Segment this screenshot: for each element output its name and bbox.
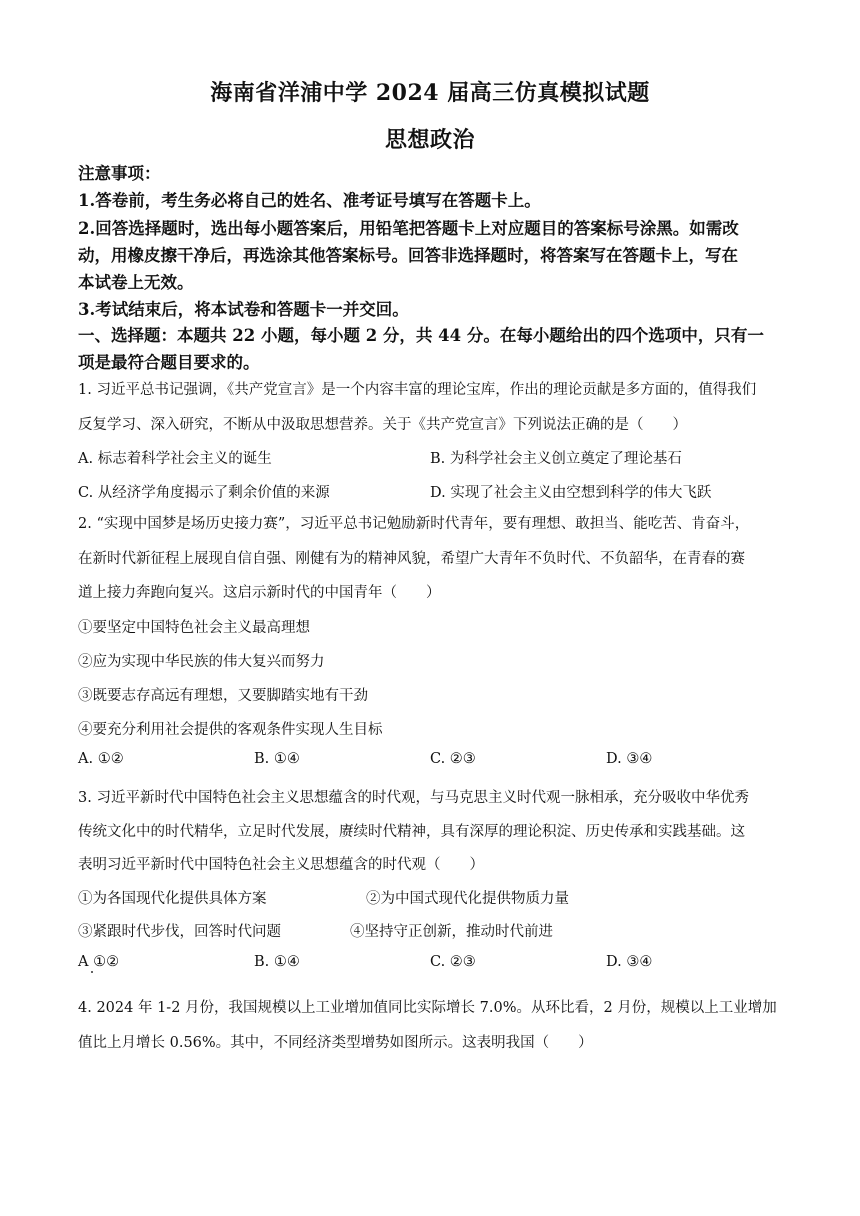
question-1-option-b: B. 为科学社会主义创立奠定了理论基石: [430, 451, 682, 467]
question-2-option-a: A. ①②: [78, 751, 124, 767]
question-2-line-3: 道上接力奔跑向复兴。这启示新时代的中国青年（ ）: [78, 585, 441, 601]
question-3-option-c: C. ②③: [430, 954, 476, 970]
question-3-line-2: 传统文化中的时代精华，立足时代发展，赓续时代精神，具有深厚的理论积淀、历史传承和实践基础。这: [78, 824, 745, 840]
notice-item-2-line-2: 动，用橡皮擦干净后，再选涂其他答案标号。回答非选择题时，将答案写在答题卡上，写在: [78, 246, 738, 265]
question-1-line-2: 反复学习、深入研究，不断从中汲取思想营养。关于《共产党宣言》下列说法正确的是（ ）: [78, 417, 687, 433]
question-4-line-2: 值比上月增长 0.56%。其中，不同经济类型增势如图所示。这表明我国（ ）: [78, 1035, 593, 1051]
question-2-statement-2: ②应为实现中华民族的伟大复兴而努力: [78, 654, 325, 670]
stray-dot: [91, 971, 93, 973]
question-3-option-a: A ①②: [78, 954, 120, 970]
question-1-line-1: 1. 习近平总书记强调，《共产党宣言》是一个内容丰富的理论宝库，作出的理论贡献是多方面的，值得我们: [78, 382, 757, 398]
question-2-line-1: 2. “实现中国梦是场历史接力赛”，习近平总书记勉励新时代青年，要有理想、敢担当、能吃苦、肯奋斗，: [78, 516, 750, 532]
question-3-statement-1: ①为各国现代化提供具体方案: [78, 891, 267, 907]
question-3-option-d: D. ③④: [606, 954, 653, 970]
question-2-option-c: C. ②③: [430, 751, 476, 767]
notice-heading: 注意事项：: [78, 164, 161, 183]
notice-item-2-line-3: 本试卷上无效。: [78, 273, 194, 292]
question-3-line-1: 3. 习近平新时代中国特色社会主义思想蕴含的时代观，与马克思主义时代观一脉相承，充分吸收中华优秀: [78, 790, 749, 806]
question-2-statement-1: ①要坚定中国特色社会主义最高理想: [78, 620, 310, 636]
notice-item-3: 3.考试结束后，将本试卷和答题卡一并交回。: [78, 300, 409, 319]
question-3-option-b: B. ①④: [254, 954, 300, 970]
question-2-option-d: D. ③④: [606, 751, 653, 767]
exam-title: 海南省洋浦中学 2024 届高三仿真模拟试题: [210, 80, 650, 106]
question-2-line-2: 在新时代新征程上展现自信自强、刚健有为的精神风貌，希望广大青年不负时代、不负韶华，在青春的赛: [78, 551, 745, 567]
question-1-option-c: C. 从经济学角度揭示了剩余价值的来源: [78, 485, 330, 501]
question-1-option-d: D. 实现了社会主义由空想到科学的伟大飞跃: [430, 485, 712, 501]
question-3-line-3: 表明习近平新时代中国特色社会主义思想蕴含的时代观（ ）: [78, 857, 484, 873]
question-2-statement-3: ③既要志存高远有理想，又要脚踏实地有干劲: [78, 688, 368, 704]
question-3-statement-4: ④坚持守正创新，推动时代前进: [350, 924, 553, 940]
question-4-line-1: 4. 2024 年 1-2 月份，我国规模以上工业增加值同比实际增长 7.0%。从环比看，2 月份，规模以上工业增加: [78, 1000, 777, 1016]
question-1-option-a: A. 标志着科学社会主义的诞生: [78, 451, 272, 467]
question-2-option-b: B. ①④: [254, 751, 300, 767]
notice-item-1: 1.答卷前，考生务必将自己的姓名、准考证号填写在答题卡上。: [78, 191, 541, 210]
section-1-line-1: 一、选择题：本题共 22 小题，每小题 2 分，共 44 分。在每小题给出的四个选项中，只有一: [78, 326, 764, 345]
subject-title: 思想政治: [384, 127, 475, 153]
question-2-statement-4: ④要充分利用社会提供的客观条件实现人生目标: [78, 722, 383, 738]
notice-item-2-line-1: 2.回答选择题时，选出每小题答案后，用铅笔把答题卡上对应题目的答案标号涂黑。如需改: [78, 219, 739, 238]
section-1-line-2: 项是最符合题目要求的。: [78, 353, 260, 372]
question-3-statement-2: ②为中国式现代化提供物质力量: [366, 891, 569, 907]
question-3-statement-3: ③紧跟时代步伐，回答时代问题: [78, 924, 281, 940]
